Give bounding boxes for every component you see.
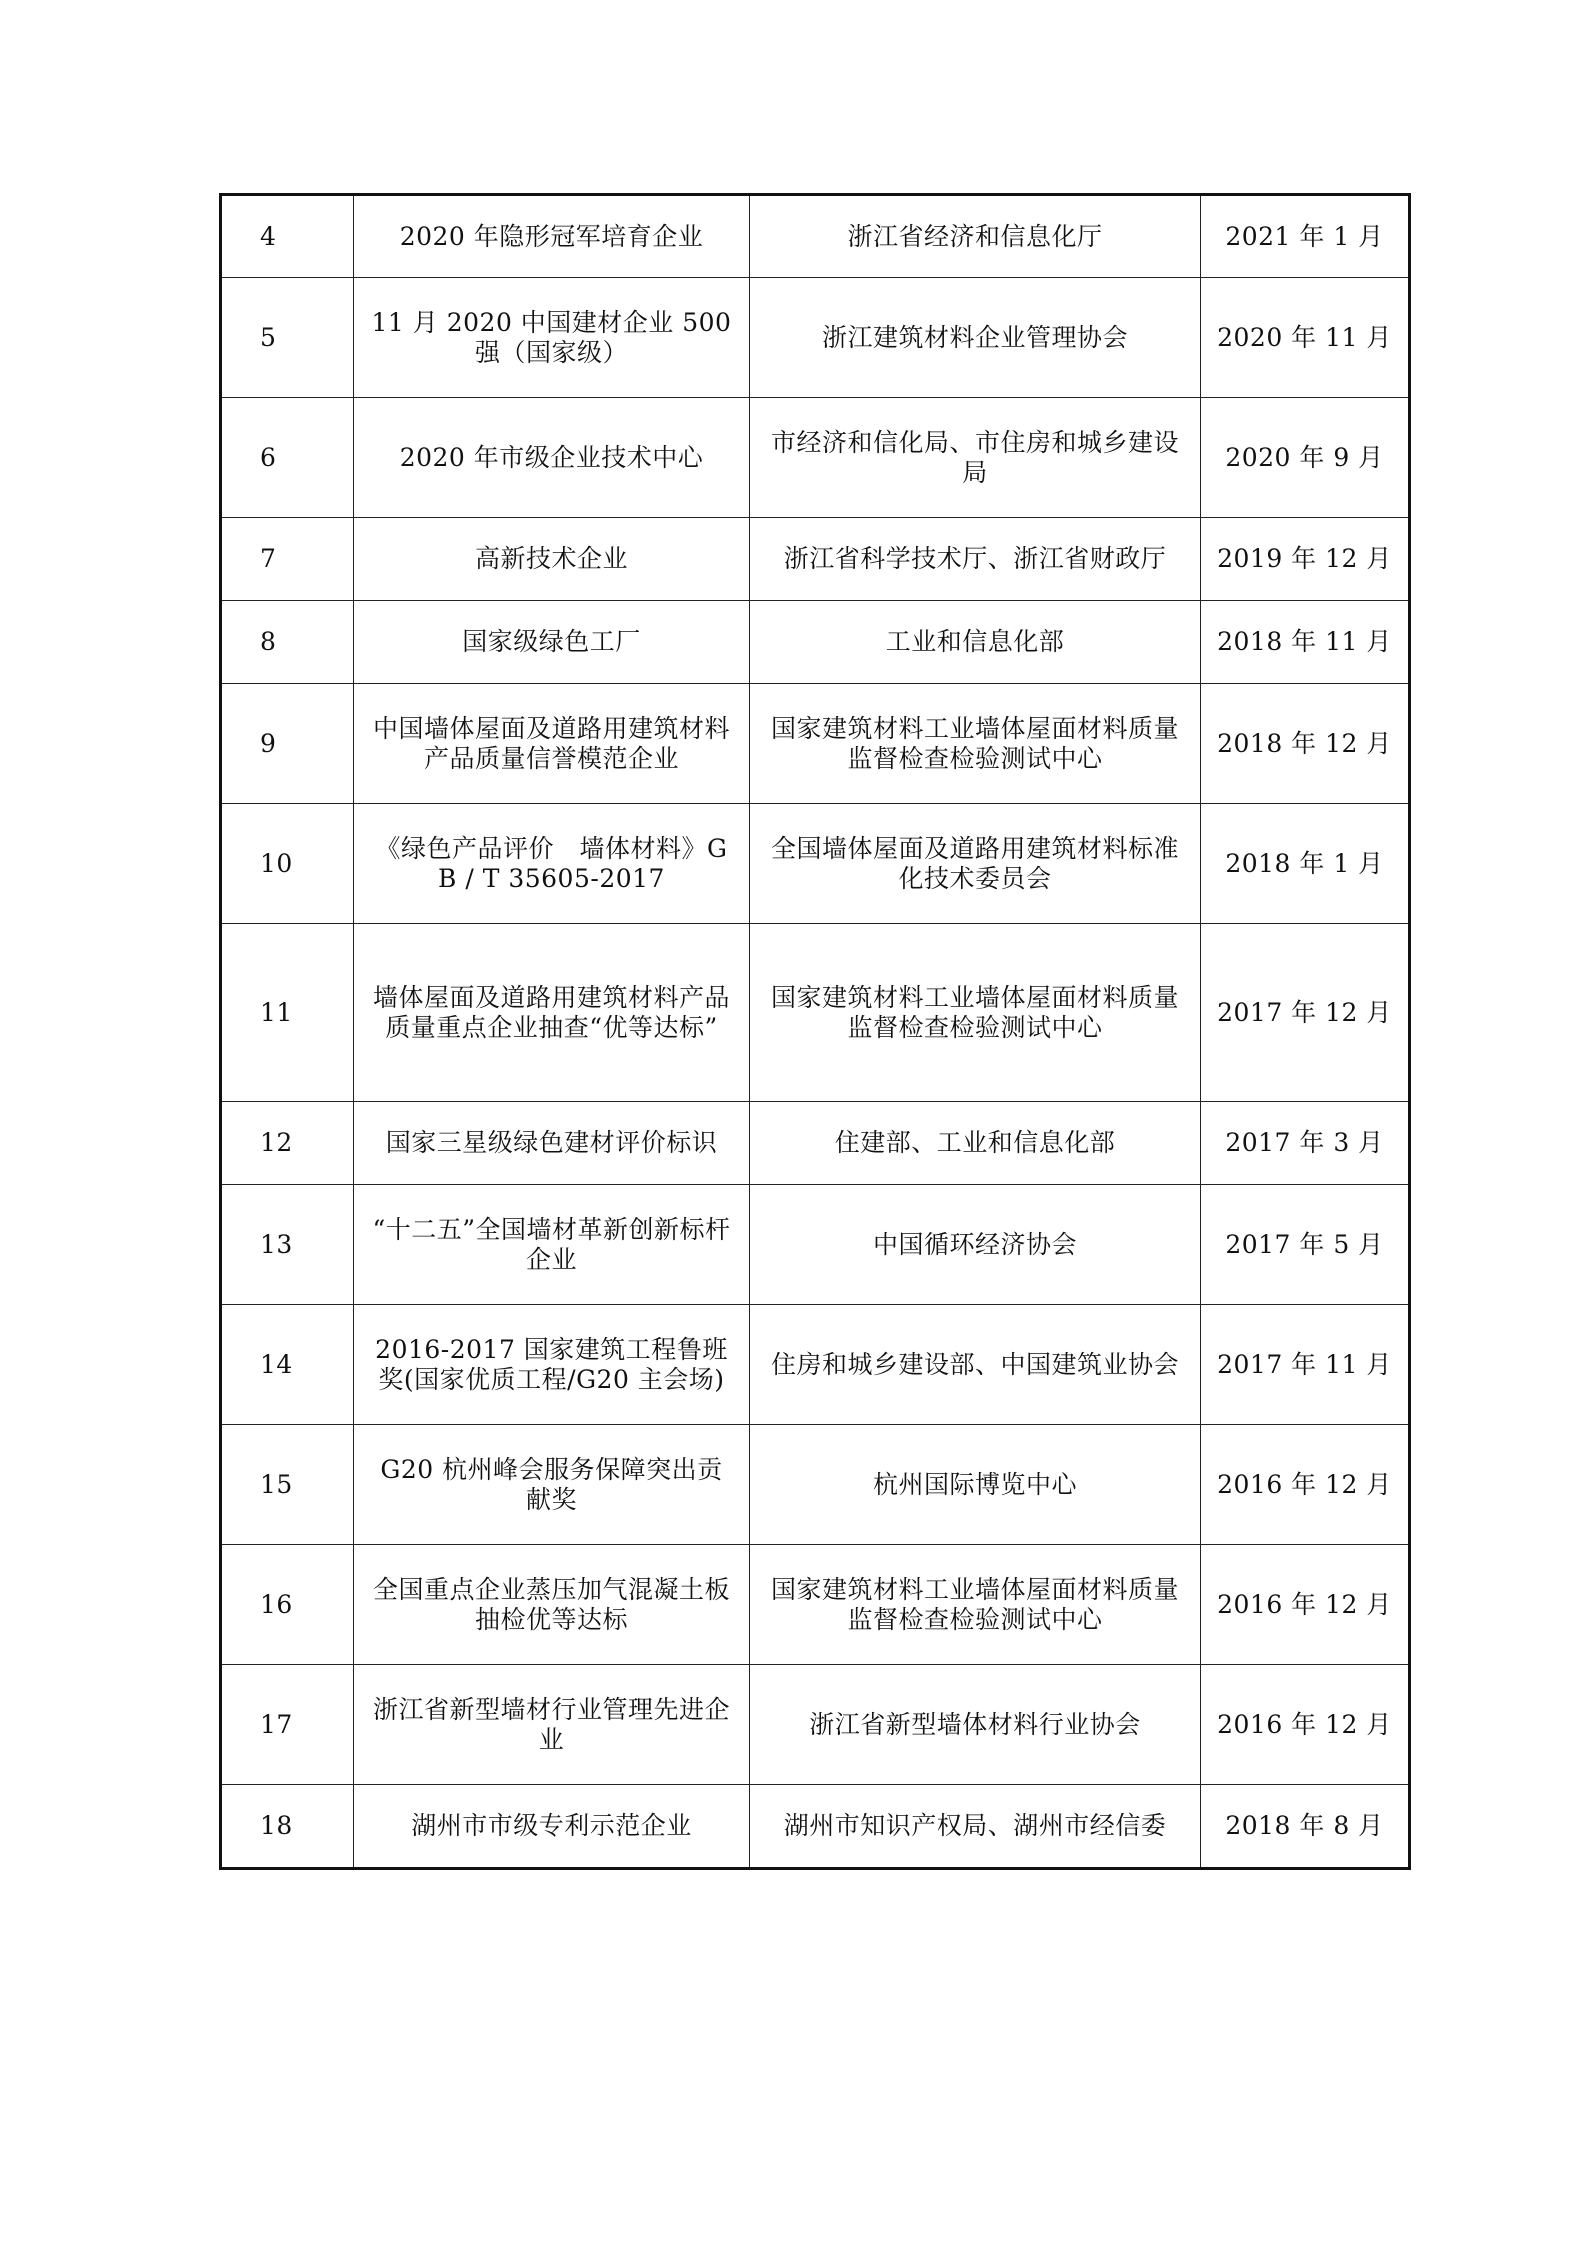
row-number-cell: [221, 1665, 354, 1785]
table-row: [221, 1305, 1410, 1425]
honor-title: 湖州市市级专利示范企业: [411, 1811, 692, 1840]
award-date: 2016 年 12 月: [1217, 1709, 1392, 1739]
row-number: 11: [260, 997, 293, 1027]
honors-table: [219, 193, 1411, 1870]
honor-cell: [354, 518, 750, 601]
issuer-name: 住建部、工业和信息化部: [834, 1128, 1116, 1157]
honor-cell: [354, 601, 750, 684]
issuer-cell: [750, 1545, 1201, 1665]
date-cell: [1201, 924, 1410, 1102]
award-date: 2020 年 11 月: [1217, 322, 1392, 352]
honor-title: 国家级绿色工厂: [462, 627, 641, 656]
honor-title: 中国墙体屋面及道路用建筑材料产品质量信誉模范企业: [372, 713, 730, 773]
issuer-cell: [750, 518, 1201, 601]
award-date: 2018 年 11 月: [1217, 627, 1392, 656]
table-row: [221, 1185, 1410, 1305]
honor-cell: [354, 1425, 750, 1545]
issuer-cell: [750, 804, 1201, 924]
honor-title: 浙江省新型墙材行业管理先进企业: [372, 1694, 730, 1754]
date-cell: [1201, 1305, 1410, 1425]
award-date: 2018 年 1 月: [1225, 848, 1384, 878]
date-cell: [1201, 1185, 1410, 1305]
issuer-cell: [750, 1305, 1201, 1425]
award-date: 2016 年 12 月: [1217, 1589, 1392, 1619]
table-row: [221, 1785, 1410, 1869]
honor-title: 《绿色产品评价 墙体材料》GB / T 35605-2017: [375, 833, 728, 893]
issuer-cell: [750, 1665, 1201, 1785]
date-cell: [1201, 1425, 1410, 1545]
issuer-name: 浙江省新型墙体材料行业协会: [809, 1709, 1141, 1739]
date-cell: [1201, 518, 1410, 601]
row-number-cell: [221, 518, 354, 601]
table-row: [221, 195, 1410, 278]
issuer-cell: [750, 1785, 1201, 1869]
row-number: 12: [260, 1128, 293, 1157]
honor-cell: [354, 804, 750, 924]
row-number-cell: [221, 1305, 354, 1425]
honor-cell: [354, 195, 750, 278]
row-number-cell: [221, 398, 354, 518]
honor-cell: [354, 924, 750, 1102]
issuer-cell: [750, 601, 1201, 684]
row-number: 14: [260, 1349, 293, 1379]
date-cell: [1201, 1785, 1410, 1869]
honor-title: G20 杭州峰会服务保障突出贡献奖: [380, 1454, 723, 1514]
award-date: 2017 年 3 月: [1225, 1128, 1384, 1157]
honor-cell: [354, 1785, 750, 1869]
row-number: 5: [260, 322, 277, 352]
date-cell: [1201, 684, 1410, 804]
issuer-cell: [750, 1102, 1201, 1185]
table-row: [221, 278, 1410, 398]
table-row: [221, 804, 1410, 924]
issuer-cell: [750, 1185, 1201, 1305]
issuer-cell: [750, 398, 1201, 518]
issuer-name: 湖州市知识产权局、湖州市经信委: [783, 1811, 1167, 1840]
row-number-cell: [221, 924, 354, 1102]
issuer-name: 杭州国际博览中心: [872, 1469, 1077, 1499]
honor-title: 2016-2017 国家建筑工程鲁班奖(国家优质工程/G20 主会场): [375, 1334, 728, 1394]
issuer-name: 住房和城乡建设部、中国建筑业协会: [770, 1349, 1179, 1379]
honor-cell: [354, 398, 750, 518]
issuer-name: 市经济和信化局、市住房和城乡建设局: [770, 427, 1179, 487]
honors-table-body: [221, 195, 1410, 1869]
issuer-cell: [750, 924, 1201, 1102]
row-number: 4: [260, 221, 277, 251]
honor-cell: [354, 684, 750, 804]
row-number: 16: [260, 1589, 293, 1619]
award-date: 2018 年 8 月: [1225, 1811, 1384, 1840]
issuer-name: 浙江建筑材料企业管理协会: [821, 322, 1128, 352]
issuer-cell: [750, 684, 1201, 804]
issuer-name: 国家建筑材料工业墙体屋面材料质量监督检查检验测试中心: [770, 713, 1179, 773]
table-row: [221, 518, 1410, 601]
row-number-cell: [221, 601, 354, 684]
table-row: [221, 1102, 1410, 1185]
honor-title: 2020 年隐形冠军培育企业: [399, 221, 704, 251]
issuer-cell: [750, 278, 1201, 398]
issuer-name: 国家建筑材料工业墙体屋面材料质量监督检查检验测试中心: [770, 982, 1179, 1042]
row-number: 15: [260, 1469, 293, 1499]
honor-title: 11 月 2020 中国建材企业 500 强（国家级）: [371, 307, 732, 367]
row-number-cell: [221, 278, 354, 398]
table-row: [221, 601, 1410, 684]
issuer-name: 浙江省经济和信息化厅: [847, 221, 1103, 251]
award-date: 2017 年 5 月: [1225, 1229, 1384, 1259]
award-date: 2018 年 12 月: [1217, 728, 1392, 758]
row-number: 10: [260, 848, 293, 878]
issuer-cell: [750, 1425, 1201, 1545]
table-row: [221, 1545, 1410, 1665]
row-number-cell: [221, 1185, 354, 1305]
row-number-cell: [221, 1425, 354, 1545]
honor-cell: [354, 1102, 750, 1185]
table-row: [221, 924, 1410, 1102]
date-cell: [1201, 601, 1410, 684]
date-cell: [1201, 804, 1410, 924]
row-number: 7: [260, 544, 277, 573]
award-date: 2020 年 9 月: [1225, 442, 1384, 472]
issuer-name: 工业和信息化部: [885, 627, 1065, 656]
date-cell: [1201, 278, 1410, 398]
honor-cell: [354, 1305, 750, 1425]
honor-title: “十二五”全国墙材革新创新标杆企业: [372, 1214, 731, 1274]
award-date: 2017 年 12 月: [1217, 997, 1392, 1027]
row-number-cell: [221, 1785, 354, 1869]
award-date: 2019 年 12 月: [1217, 544, 1392, 573]
issuer-name: 浙江省科学技术厅、浙江省财政厅: [783, 544, 1167, 573]
issuer-name: 中国循环经济协会: [872, 1229, 1077, 1259]
table-row: [221, 1665, 1410, 1785]
row-number: 13: [260, 1229, 293, 1259]
award-date: 2021 年 1 月: [1225, 221, 1384, 251]
date-cell: [1201, 1665, 1410, 1785]
honor-title: 国家三星级绿色建材评价标识: [385, 1128, 718, 1157]
issuer-name: 全国墙体屋面及道路用建筑材料标准化技术委员会: [770, 833, 1179, 893]
row-number-cell: [221, 684, 354, 804]
row-number-cell: [221, 1102, 354, 1185]
table-row: [221, 1425, 1410, 1545]
honor-cell: [354, 1545, 750, 1665]
table-row: [221, 684, 1410, 804]
row-number: 18: [260, 1811, 293, 1840]
honor-title: 高新技术企业: [474, 544, 628, 573]
row-number-cell: [221, 1545, 354, 1665]
row-number-cell: [221, 195, 354, 278]
honor-title: 2020 年市级企业技术中心: [399, 442, 704, 472]
date-cell: [1201, 398, 1410, 518]
date-cell: [1201, 195, 1410, 278]
issuer-cell: [750, 195, 1201, 278]
row-number: 17: [260, 1709, 293, 1739]
row-number: 9: [260, 728, 277, 758]
table-row: [221, 398, 1410, 518]
date-cell: [1201, 1545, 1410, 1665]
issuer-name: 国家建筑材料工业墙体屋面材料质量监督检查检验测试中心: [770, 1574, 1179, 1634]
row-number: 8: [260, 627, 277, 656]
honor-title: 墙体屋面及道路用建筑材料产品质量重点企业抽查“优等达标”: [372, 982, 730, 1042]
honor-cell: [354, 1665, 750, 1785]
honor-title: 全国重点企业蒸压加气混凝土板抽检优等达标: [372, 1574, 730, 1634]
award-date: 2016 年 12 月: [1217, 1469, 1392, 1499]
award-date: 2017 年 11 月: [1217, 1349, 1392, 1379]
honor-cell: [354, 1185, 750, 1305]
honor-cell: [354, 278, 750, 398]
row-number-cell: [221, 804, 354, 924]
date-cell: [1201, 1102, 1410, 1185]
row-number: 6: [260, 442, 277, 472]
